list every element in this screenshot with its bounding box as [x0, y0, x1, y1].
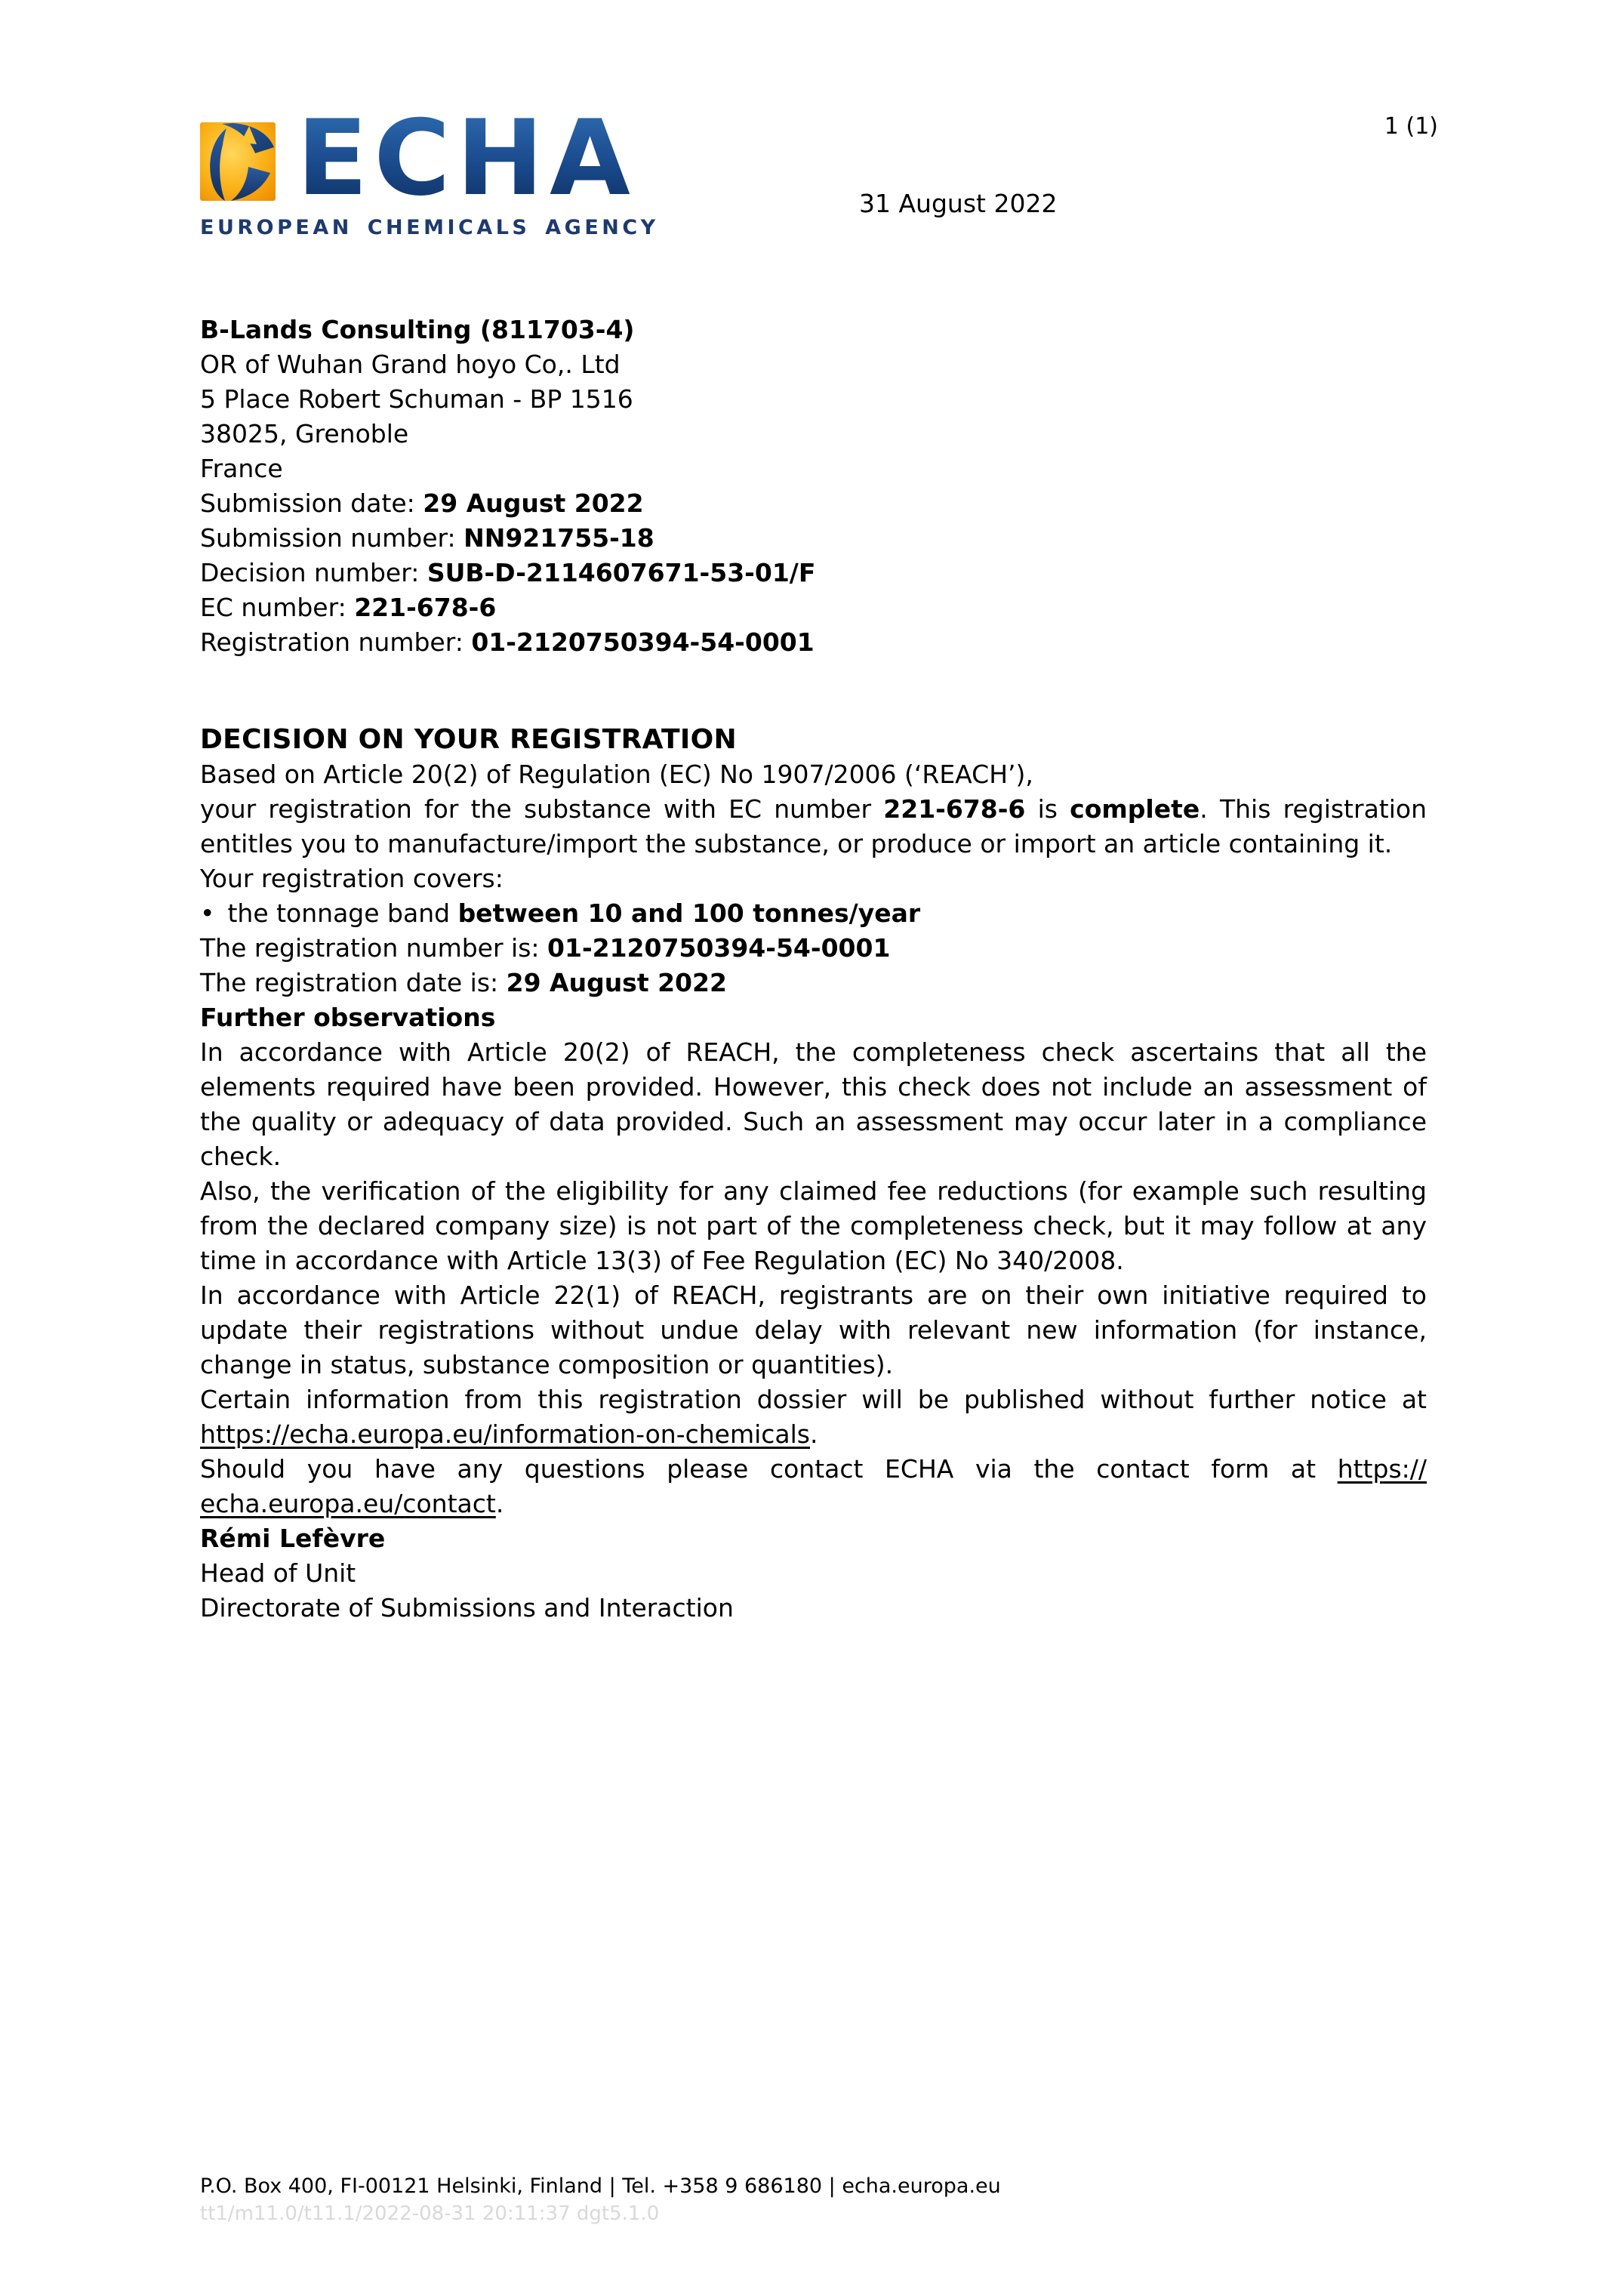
- page-footer: [200, 2174, 1001, 2226]
- detail-value: SUB-D-2114607671-53-01/F: [427, 558, 816, 587]
- paragraph-text: is: [1025, 794, 1070, 824]
- letter-body: [200, 313, 1427, 1626]
- further-observations-heading: Further observations: [200, 1003, 496, 1032]
- recipient-address-line: 5 Place Robert Schuman - BP 1516: [200, 384, 633, 414]
- paragraph-text: .: [810, 1419, 818, 1449]
- detail-label: Decision number:: [200, 558, 427, 587]
- submission-number-row: [200, 521, 1427, 556]
- recipient-address-line: France: [200, 454, 283, 483]
- echa-tagline: EUROPEAN CHEMICALS AGENCY: [200, 216, 659, 239]
- echa-star-icon: [200, 122, 276, 201]
- letter-date: 31 August 2022: [859, 189, 1058, 218]
- signature-block: [200, 1521, 1427, 1626]
- registration-date-line: [200, 966, 1427, 1000]
- recipient-address: [200, 313, 1427, 486]
- footer-contact-line: P.O. Box 400, FI-00121 Helsinki, Finland | Tel. +358 9 686180 | echa.europa.eu: [200, 2174, 1001, 2198]
- observation-paragraph-2: Also, the verification of the eligibility for any claimed fee reductions (for example such resulting from the declared company size) is not part of the completeness check, but it may follow at any time in accordance with Article 13(3) of Fee Regulation (EC) No 340/2008.: [200, 1176, 1427, 1275]
- publication-paragraph: [200, 1382, 1427, 1452]
- bullet-marker: •: [200, 898, 215, 928]
- contact-paragraph: [200, 1452, 1427, 1521]
- signatory-name: Rémi Lefèvre: [200, 1524, 386, 1553]
- decision-number-row: [200, 556, 1427, 590]
- detail-value: 29 August 2022: [423, 488, 644, 518]
- registration-number-value: 01-2120750394-54-0001: [547, 933, 891, 963]
- detail-label: Submission date:: [200, 488, 423, 518]
- decision-title: DECISION ON YOUR REGISTRATION: [200, 724, 737, 755]
- detail-value: NN921755-18: [463, 523, 654, 553]
- registration-number-line: [200, 931, 1427, 966]
- information-on-chemicals-link[interactable]: https://echa.europa.eu/information-on-chemicals: [200, 1419, 811, 1449]
- echa-logo: [200, 97, 659, 239]
- detail-value: 01-2120750394-54-0001: [471, 627, 815, 657]
- submission-date-row: [200, 486, 1427, 521]
- signatory-department: Directorate of Submissions and Interaction: [200, 1593, 734, 1623]
- detail-label: Submission number:: [200, 523, 464, 553]
- detail-label: Registration number:: [200, 627, 472, 657]
- link-text: https://: [1337, 1454, 1427, 1484]
- registration-date-value: 29 August 2022: [506, 968, 727, 997]
- tonnage-bullet-item: [200, 896, 1427, 931]
- ec-number-row: [200, 590, 1427, 625]
- paragraph-text: The registration date is:: [200, 968, 507, 997]
- paragraph-text: Certain information from this registration dossier will be published without further notice at: [200, 1385, 1427, 1414]
- tonnage-band-value: between 10 and 100 tonnes/year: [457, 898, 921, 928]
- link-text: echa.europa.eu/contact: [200, 1489, 496, 1518]
- echa-wordmark: ECHA: [297, 97, 636, 219]
- submission-details: [200, 486, 1427, 660]
- paragraph-text: The registration number is:: [200, 933, 548, 963]
- page-number: 1 (1): [1384, 113, 1438, 140]
- detail-label: EC number:: [200, 593, 355, 622]
- echa-logo-row: [200, 97, 659, 219]
- paragraph-text: the tonnage band: [227, 898, 458, 928]
- recipient-name: B-Lands Consulting (811703-4): [200, 315, 635, 344]
- registration-number-row: [200, 625, 1427, 660]
- detail-value: 221-678-6: [354, 593, 497, 622]
- observation-paragraph-1: In accordance with Article 20(2) of REACH, the completeness check ascertains that all the elements required have been provided. However, this check does not include an assessment of the quality or adequacy of data provided. Such an assessment may occur later in a compliance check.: [200, 1037, 1427, 1171]
- paragraph-text: .: [495, 1489, 504, 1518]
- ec-number-value: 221-678-6: [883, 794, 1026, 824]
- footer-system-stamp: tt1/m11.0/t11.1/2022-08-31 20:11:37 dgt5.1.0: [200, 2202, 660, 2225]
- paragraph-text: your registration for the substance with EC number: [200, 794, 884, 824]
- paragraph-text: Should you have any questions please contact ECHA via the contact form at: [200, 1454, 1338, 1484]
- recipient-address-line: 38025, Grenoble: [200, 419, 409, 448]
- covers-paragraph: Your registration covers:: [200, 864, 504, 893]
- status-complete: complete: [1070, 794, 1200, 824]
- signatory-role: Head of Unit: [200, 1558, 356, 1588]
- recipient-address-line: OR of Wuhan Grand hoyo Co,. Ltd: [200, 350, 621, 379]
- registration-complete-paragraph: [200, 792, 1427, 861]
- observation-paragraph-3: In accordance with Article 22(1) of REACH, registrants are on their own initiative required to update their registrations without undue delay with relevant new information (for instance, change in status, substance composition or quantities).: [200, 1281, 1427, 1379]
- paragraph-text: . This registration entitles you to manufacture/import the substance, or produce or import an article containing it.: [200, 794, 1427, 858]
- based-on-paragraph: Based on Article 20(2) of Regulation (EC) No 1907/2006 (‘REACH’),: [200, 760, 1033, 789]
